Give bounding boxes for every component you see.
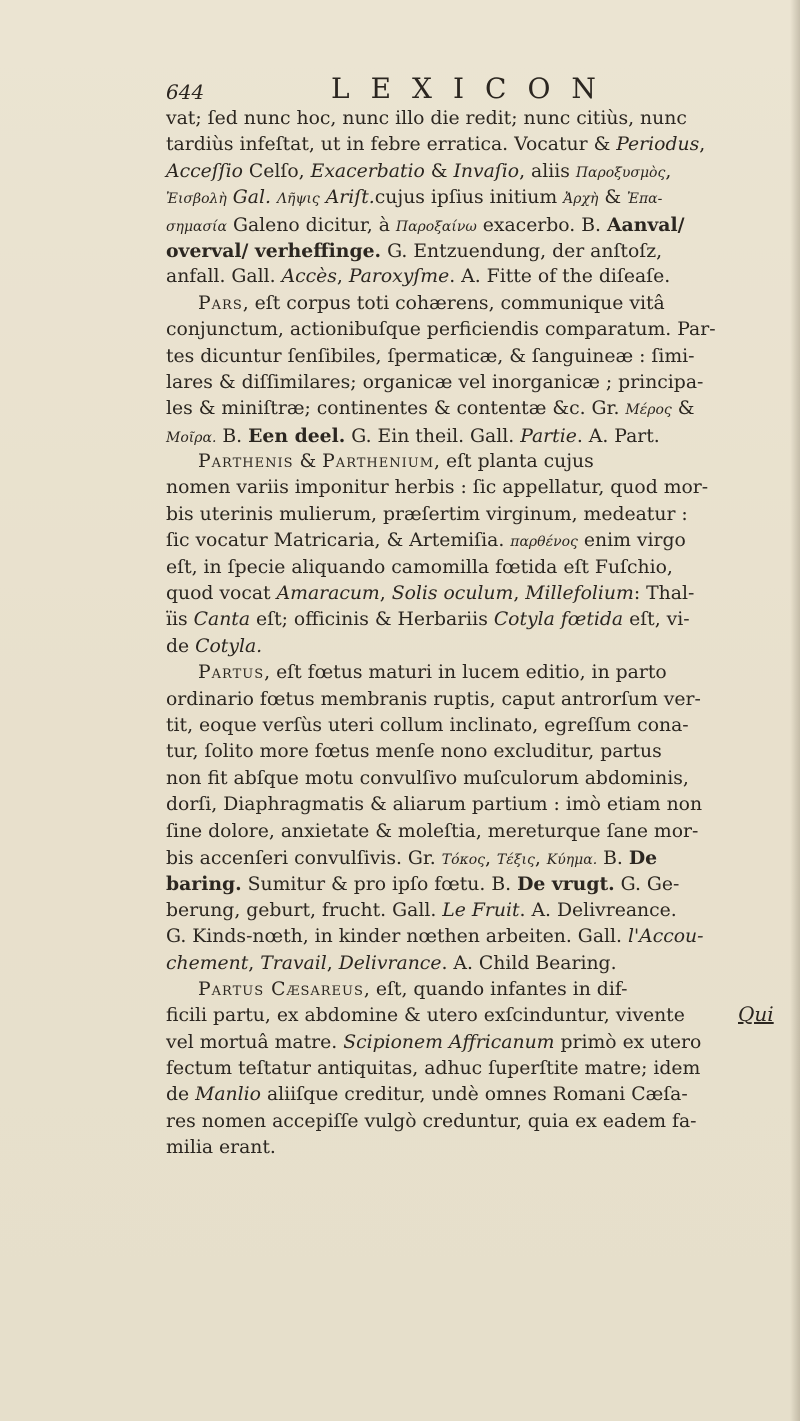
text-line (166, 898, 790, 924)
text-segment: , eſt, quando infantes in dif- (363, 978, 628, 1000)
text-segment: Τόκος (441, 851, 485, 868)
text-segment: baring. (166, 873, 242, 896)
text-segment: . A. Fitte of the diſeaſe. (449, 266, 671, 288)
entry-headword: Parthenium (322, 451, 435, 473)
text-segment: tardiùs infeſtat, ut in febre erratica. Vocatur & (166, 134, 617, 156)
text-segment: παρθένος (510, 534, 578, 551)
text-line (166, 1082, 790, 1108)
entry-text-block (166, 106, 790, 1162)
text-segment: . A. Part. (576, 425, 660, 447)
text-segment: ſic vocatur Matricaria, & Artemiſia. (166, 530, 511, 552)
text-line (166, 1030, 790, 1056)
text-segment: exacerbo. B. (476, 214, 607, 236)
text-segment: Μέρος (625, 402, 672, 419)
text-segment: Galeno dicitur, à (227, 214, 396, 236)
text-line (166, 370, 790, 396)
text-line (166, 1003, 790, 1029)
text-segment: G. Ein theil. Gall. (345, 425, 521, 447)
text-segment: Ἐισβολὴ (166, 191, 227, 208)
text-line (166, 212, 790, 238)
text-segment: Aanval/ (606, 213, 685, 236)
text-segment: Canta (193, 609, 251, 631)
text-segment: , (665, 160, 672, 182)
text-segment: aliiſque creditur, undè omnes Romani Cæſa- (260, 1084, 688, 1106)
text-segment: Ἀρχὴ (563, 191, 599, 208)
text-segment: res nomen accepiſſe vulgò creduntur, quia ex eadem fa- (166, 1110, 697, 1132)
text-segment: Le Fruit (442, 899, 520, 921)
text-line (166, 502, 790, 528)
text-segment: Scipionem Affricanum (343, 1031, 555, 1053)
page-number: 644 (166, 80, 205, 104)
text-segment: nomen variis imponitur herbis : ſic appellatur, quod mor- (166, 477, 709, 499)
text-segment: Millefolium (525, 583, 634, 605)
text-segment: bis uterinis mulierum, præſertim virginum, medeatur : (166, 503, 688, 525)
text-line (166, 238, 790, 264)
text-segment: vel mortuâ matre. (166, 1031, 344, 1053)
text-segment: ïis (166, 609, 194, 631)
text-segment: l'Accou- (627, 926, 704, 948)
text-segment: , (379, 583, 392, 605)
text-segment: , aliis (519, 160, 576, 182)
text-line (166, 449, 790, 475)
text-segment: eſt, vi- (623, 609, 690, 631)
text-segment: & (293, 451, 323, 473)
text-line (166, 423, 790, 449)
text-segment: anfall. Gall. (166, 266, 282, 288)
text-segment: , (248, 952, 261, 974)
text-segment: overval/ verheffinge. (166, 239, 382, 262)
text-line (166, 159, 790, 185)
text-segment: conjunctum, actionibuſque perficiendis comparatum. Par- (166, 319, 716, 341)
text-line (166, 1135, 790, 1161)
text-segment: Manlio (195, 1084, 261, 1106)
text-segment: primò ex utero (554, 1031, 702, 1053)
text-segment: , eſt planta cujus (434, 451, 594, 473)
text-segment: B. (216, 425, 249, 447)
text-segment: De vrugt. (517, 873, 615, 896)
text-segment: eſt; officinis & Herbariis (250, 609, 494, 631)
text-segment: Ariſt. (325, 187, 375, 209)
text-segment: Κύημα. (546, 851, 598, 868)
text-segment: cujus ipſius initium (374, 187, 564, 209)
text-line (166, 634, 790, 660)
text-segment: Τέξις (496, 851, 535, 868)
text-segment: Λῆψις (276, 191, 320, 208)
text-segment: lares & diſſimilares; organicæ vel inorganicæ ; principa- (166, 371, 704, 393)
text-segment: Μοῖρα. (166, 429, 217, 446)
entry-headword: Partus Cæsareus (198, 978, 364, 1000)
text-segment: Een deel. (248, 424, 346, 447)
text-line (166, 977, 790, 1003)
text-segment: , (326, 952, 339, 974)
text-segment: fectum teſtatur antiquitas, adhuc ſuperſtite matre; idem (166, 1058, 701, 1080)
text-segment: berung, geburt, frucht. Gall. (166, 899, 443, 921)
text-line (166, 607, 790, 633)
text-segment: . A. Child Bearing. (441, 952, 617, 974)
entry-headword: Parthenis (198, 451, 294, 473)
text-segment: tit, eoque verſùs uteri collum inclinato, egreſſum cona- (166, 714, 689, 736)
text-line (166, 951, 790, 977)
text-line (166, 1109, 790, 1135)
text-segment: Invaſio (453, 160, 520, 182)
text-segment: Gal. (232, 187, 271, 209)
text-segment: Partie (520, 425, 577, 447)
text-segment: , (534, 847, 547, 869)
text-segment: Amaracum (276, 583, 380, 605)
text-segment: Solis oculum (391, 583, 514, 605)
text-segment: Exacerbatio (310, 160, 425, 182)
text-line (166, 396, 790, 422)
text-line (166, 792, 790, 818)
running-head: LEXICON (331, 72, 617, 105)
text-segment: G. Entzuendung, der anſtoſz, (381, 240, 663, 262)
text-segment: chement (166, 952, 249, 974)
text-line (166, 845, 790, 871)
text-line (166, 660, 790, 686)
text-segment: , (699, 134, 706, 156)
text-line (166, 264, 790, 290)
text-segment: . A. Delivreance. (519, 899, 677, 921)
text-segment: milia erant. (166, 1137, 276, 1159)
text-line (166, 713, 790, 739)
text-segment: dorſi, Diaphragmatis & aliarum partium : imò etiam non (166, 794, 703, 816)
text-line (166, 555, 790, 581)
text-line (166, 185, 790, 211)
text-segment: , eſt corpus toti cohærens, communique vitâ (242, 292, 665, 314)
text-segment: B. (597, 847, 629, 869)
text-line (166, 132, 790, 158)
text-segment: Periodus (616, 134, 700, 156)
text-segment: tes dicuntur ſenſibiles, ſpermaticæ, & ſanguineæ : ſimi- (166, 345, 695, 367)
text-segment: G. Ge- (614, 874, 680, 896)
text-line (166, 344, 790, 370)
text-segment: & (424, 160, 454, 182)
text-segment: σημασία (166, 218, 227, 235)
text-line (166, 766, 790, 792)
text-segment: eſt, in ſpecie aliquando camomilla fœtida eſt Fuſchio, (166, 556, 673, 578)
text-line (166, 739, 790, 765)
text-line (166, 106, 790, 132)
text-segment: Celſo, (242, 160, 311, 182)
page-edge-shadow (790, 0, 800, 1421)
text-line (166, 687, 790, 713)
text-segment: tur, ſolito more fœtus menſe nono excluditur, partus (166, 741, 662, 763)
text-line (166, 1056, 790, 1082)
text-segment: Acceſſio (166, 160, 243, 182)
text-segment: de (166, 635, 196, 657)
text-segment: Cotyla. (195, 635, 263, 657)
text-segment: & (671, 398, 695, 420)
text-line (166, 581, 790, 607)
text-segment: Παροξαίνω (395, 218, 477, 235)
text-line (166, 819, 790, 845)
text-segment: non fit abſque motu convulſivo muſculorum abdominis, (166, 767, 689, 789)
text-line (166, 924, 790, 950)
text-segment: Cotyla fœtida (493, 609, 624, 631)
text-segment: , (484, 847, 497, 869)
text-segment: ficili partu, ex abdomine & utero exſcinduntur, vivente (166, 1005, 685, 1027)
text-segment: Paroxyſme (348, 266, 450, 288)
text-segment: , eſt fœtus maturi in lucem editio, in parto (264, 662, 667, 684)
text-segment: G. Kinds-nœth, in kinder nœthen arbeiten. Gall. (166, 926, 628, 948)
text-line (166, 871, 790, 897)
text-segment: ordinario fœtus membranis ruptis, caput antrorſum ver- (166, 688, 701, 710)
text-segment: Accès (281, 266, 337, 288)
text-line (166, 317, 790, 343)
text-segment: Delivrance (338, 952, 442, 974)
text-segment: de (166, 1084, 196, 1106)
text-segment: vat; ſed nunc hoc, nunc illo die redit; nunc citiùs, nunc (166, 108, 687, 129)
text-segment: Παροξυσμὸς (575, 164, 666, 181)
text-segment: & (598, 187, 628, 209)
text-segment: Ἐπα- (627, 191, 663, 208)
entry-headword: Pars (198, 292, 243, 314)
entry-headword: Partus (198, 662, 265, 684)
text-line (166, 291, 790, 317)
text-segment: Sumitur & pro ipſo fœtu. B. (241, 874, 518, 896)
text-segment: ſine dolore, anxietate & moleſtia, mereturque ſane mor- (166, 820, 699, 842)
text-segment: , (513, 583, 526, 605)
text-line (166, 528, 790, 554)
text-segment: quod vocat (166, 583, 277, 605)
text-segment: Travail (260, 952, 327, 974)
text-segment: bis accenſeri convulſivis. Gr. (166, 847, 442, 869)
text-segment: les & miniſtræ; continentes & contentæ &c. Gr. (166, 398, 626, 420)
text-segment: De (628, 846, 658, 869)
text-segment: : Thal- (633, 583, 695, 605)
text-segment: enim virgo (577, 530, 686, 552)
catchword: Qui (738, 1002, 774, 1026)
text-line (166, 475, 790, 501)
text-segment: , (336, 266, 349, 288)
